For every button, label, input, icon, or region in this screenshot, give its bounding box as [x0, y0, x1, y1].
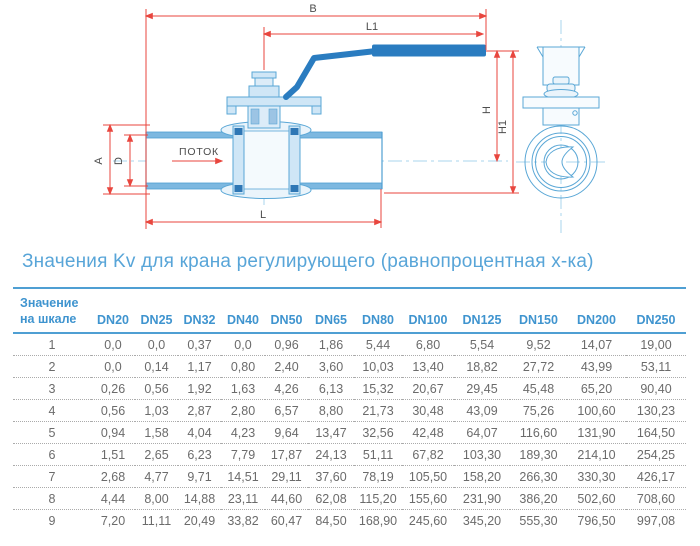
kv-value: 6,57: [265, 400, 308, 422]
kv-value: 64,07: [454, 422, 510, 444]
kv-value: 18,82: [454, 356, 510, 378]
kv-value: 14,07: [580, 337, 613, 352]
kv-value: 0,0: [234, 337, 252, 352]
kv-value: 0,94: [91, 422, 135, 444]
scale-value: 2: [13, 356, 91, 378]
scale-value: 5: [13, 422, 91, 444]
dn-header: DN50: [265, 288, 308, 333]
table-row: [13, 422, 686, 444]
kv-value: 189,30: [510, 444, 567, 466]
kv-value: 8,00: [135, 488, 178, 510]
kv-value: 3,60: [308, 356, 354, 378]
kv-value: 2,68: [91, 466, 135, 488]
kv-value: 1,51: [91, 444, 135, 466]
dn-header: DN100: [402, 288, 454, 333]
kv-value: 44,60: [265, 488, 308, 510]
dim-label-a: A: [93, 157, 105, 165]
kv-value: 4,44: [91, 488, 135, 510]
dn-header: DN200: [567, 288, 626, 333]
kv-value: 9,52: [526, 337, 551, 352]
kv-value: 4,77: [135, 466, 178, 488]
valve-stem: [227, 72, 321, 128]
kv-table-body: [13, 333, 686, 531]
kv-value: 51,11: [354, 444, 402, 466]
scale-value: 6: [13, 444, 91, 466]
table-row: [13, 356, 686, 378]
kv-value: 9,64: [265, 422, 308, 444]
kv-value: 345,20: [454, 510, 510, 532]
kv-value: 17,87: [265, 444, 308, 466]
scale-value: 7: [13, 466, 91, 488]
kv-value: 0,0: [147, 337, 166, 352]
dn-header: DN150: [510, 288, 567, 333]
front-neck: [543, 108, 579, 125]
kv-value: 14,88: [178, 488, 221, 510]
kv-value: 13,47: [308, 422, 354, 444]
kv-value: 164,50: [626, 422, 686, 444]
kv-value: 2,87: [178, 400, 221, 422]
scale-header-line2: на шкале: [20, 311, 77, 326]
kv-value: 103,30: [454, 444, 510, 466]
table-row: [13, 378, 686, 400]
kv-value: 4,26: [265, 378, 308, 400]
table-row: [13, 466, 686, 488]
valve-technical-drawing: [0, 0, 700, 243]
dim-label-b: B: [309, 3, 317, 15]
dn-header: DN125: [454, 288, 510, 333]
kv-value: 10,03: [354, 356, 402, 378]
kv-value: 20,67: [402, 378, 454, 400]
kv-value: 14,51: [221, 466, 265, 488]
kv-value: 11,11: [135, 510, 178, 532]
scale-value: 8: [13, 488, 91, 510]
scale-value: 3: [13, 378, 91, 400]
kv-value: 37,60: [308, 466, 354, 488]
kv-value: 2,80: [221, 400, 265, 422]
kv-value: 24,13: [308, 444, 354, 466]
dn-header: DN20: [91, 288, 135, 333]
kv-table-header: [13, 288, 686, 333]
table-row: [13, 444, 686, 466]
kv-value: 158,20: [454, 466, 510, 488]
kv-value: 0,0: [91, 356, 135, 378]
kv-value: 115,20: [354, 488, 402, 510]
kv-value: 130,23: [626, 400, 686, 422]
dn-header: DN80: [354, 288, 402, 333]
kv-value: 116,60: [510, 422, 567, 444]
kv-value: 426,17: [626, 466, 686, 488]
kv-value: 4,04: [178, 422, 221, 444]
kv-value: 245,60: [402, 510, 454, 532]
page-title: Значения Kv для крана регулирующего (равнопроцентная х-ка): [22, 251, 594, 272]
kv-value: 29,11: [265, 466, 308, 488]
kv-value: 4,23: [221, 422, 265, 444]
kv-value: 1,03: [135, 400, 178, 422]
kv-value: 20,49: [178, 510, 221, 532]
kv-value: 386,20: [510, 488, 567, 510]
kv-value: 32,56: [354, 422, 402, 444]
kv-value: 0,80: [221, 356, 265, 378]
dn-header: DN65: [308, 288, 354, 333]
kv-value: 90,40: [626, 378, 686, 400]
kv-value: 100,60: [567, 400, 626, 422]
kv-value: 2,40: [265, 356, 308, 378]
kv-value: 67,82: [402, 444, 454, 466]
kv-value: 155,60: [402, 488, 454, 510]
kv-value: 8,80: [308, 400, 354, 422]
valve-handle: [286, 45, 486, 98]
kv-value: 1,17: [178, 356, 221, 378]
scale-header: [13, 288, 91, 333]
kv-value: 0,14: [135, 356, 178, 378]
kv-value: 214,10: [567, 444, 626, 466]
header-row: [13, 288, 686, 333]
kv-value: 23,11: [221, 488, 265, 510]
dim-label-l1: L1: [365, 21, 379, 33]
table-row: [13, 400, 686, 422]
kv-value: 19,00: [640, 337, 672, 352]
kv-value: 43,99: [567, 356, 626, 378]
kv-value: 42,48: [402, 422, 454, 444]
kv-value: 75,26: [510, 400, 567, 422]
kv-value: 6,80: [415, 337, 441, 352]
dim-label-d: D: [113, 157, 125, 165]
kv-value: 6,13: [308, 378, 354, 400]
kv-value: 45,48: [510, 378, 567, 400]
kv-value: 131,90: [567, 422, 626, 444]
dn-header: DN250: [626, 288, 686, 333]
kv-value: 254,25: [626, 444, 686, 466]
kv-value: 0,0: [104, 337, 122, 352]
kv-value: 30,48: [402, 400, 454, 422]
kv-value: 2,65: [135, 444, 178, 466]
kv-table: [13, 287, 686, 531]
kv-value: 0,96: [274, 337, 299, 352]
front-flange: [523, 97, 599, 108]
kv-value: 330,30: [567, 466, 626, 488]
kv-value: 708,60: [626, 488, 686, 510]
kv-value: 1,58: [135, 422, 178, 444]
kv-value: 29,45: [454, 378, 510, 400]
dn-header: DN25: [135, 288, 178, 333]
kv-value: 231,90: [454, 488, 510, 510]
scale-value: 9: [13, 510, 91, 532]
dn-header: DN40: [221, 288, 265, 333]
kv-value: 7,79: [221, 444, 265, 466]
side-view: [93, 3, 519, 229]
kv-value: 62,08: [308, 488, 354, 510]
kv-value: 105,50: [402, 466, 454, 488]
dimension-lines: [103, 9, 519, 229]
kv-value: 9,71: [178, 466, 221, 488]
kv-value: 6,23: [178, 444, 221, 466]
kv-value: 15,32: [354, 378, 402, 400]
dim-label-h: H: [481, 106, 493, 114]
kv-value: 43,09: [454, 400, 510, 422]
kv-value: 60,47: [265, 510, 308, 532]
scale-value: 1: [48, 337, 56, 352]
flow-label: ПОТОК: [179, 146, 219, 158]
scale-header-line1: Значение: [20, 296, 79, 310]
table-row: [13, 510, 686, 532]
table-row: [13, 488, 686, 510]
front-view: [516, 20, 606, 233]
kv-value: 0,56: [135, 378, 178, 400]
kv-value: 0,56: [91, 400, 135, 422]
valve-body: [221, 122, 311, 199]
kv-value: 65,20: [567, 378, 626, 400]
dim-label-h1: H1: [497, 119, 509, 135]
kv-value: 168,90: [354, 510, 402, 532]
kv-value: 0,26: [91, 378, 135, 400]
dim-label-l: L: [259, 209, 267, 221]
kv-value: 5,54: [469, 337, 495, 352]
kv-value: 33,82: [221, 510, 265, 532]
kv-value: 1,86: [318, 337, 344, 352]
kv-value: 13,40: [402, 356, 454, 378]
dn-header: DN32: [178, 288, 221, 333]
kv-value: 21,73: [354, 400, 402, 422]
scale-value: 4: [13, 400, 91, 422]
kv-value: 796,50: [567, 510, 626, 532]
kv-value: 997,08: [626, 510, 686, 532]
kv-value: 5,44: [365, 337, 391, 352]
kv-value: 7,20: [91, 510, 135, 532]
kv-value: 78,19: [354, 466, 402, 488]
front-body-circles: [525, 126, 597, 198]
kv-value: 53,11: [626, 356, 686, 378]
kv-value: 266,30: [510, 466, 567, 488]
kv-value: 1,63: [221, 378, 265, 400]
kv-value: 84,50: [308, 510, 354, 532]
kv-value: 502,60: [567, 488, 626, 510]
kv-value: 555,30: [510, 510, 567, 532]
kv-value: 1,92: [178, 378, 221, 400]
kv-value: 27,72: [510, 356, 567, 378]
table-row: [13, 333, 686, 356]
kv-value: 0,37: [187, 337, 212, 352]
